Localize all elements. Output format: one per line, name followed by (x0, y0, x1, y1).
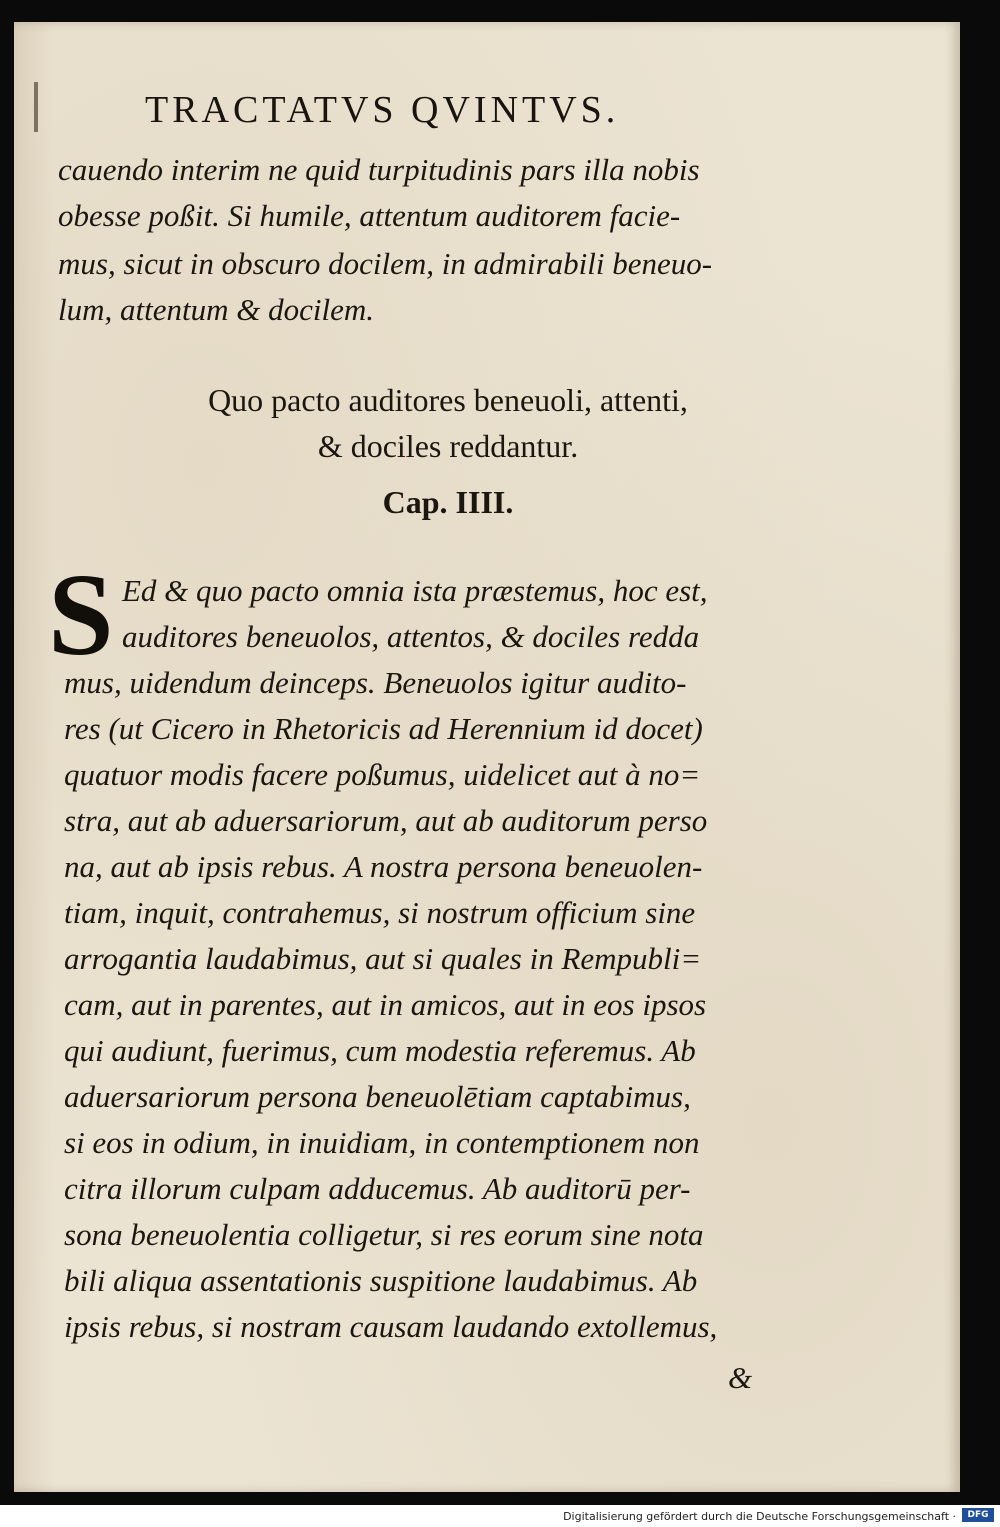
catchword: & (728, 1360, 753, 1395)
paragraph2-line: ipsis rebus, si nostram causam laudando extollemus, (64, 1309, 718, 1344)
paragraph2-line: sona beneuolentia colligetur, si res eorum sine nota (64, 1217, 704, 1252)
paragraph2-line: mus, uidendum deinceps. Beneuolos igitur audito- (64, 665, 687, 700)
funding-notice: Digitalisierung gefördert durch die Deutsche Forschungsgemeinschaft · (563, 1510, 956, 1523)
paragraph2-line: auditores beneuolos, attentos, & dociles redda (122, 619, 700, 654)
paragraph1-line: cauendo interim ne quid turpitudinis pars illa nobis (58, 152, 700, 187)
section-heading-line-2: & dociles reddantur. (317, 428, 579, 464)
paragraph2-line: cam, aut in parentes, aut in amicos, aut in eos ipsos (64, 987, 707, 1022)
binding-edge (34, 82, 38, 132)
paragraph2-line: tiam, inquit, contrahemus, si nostrum officium sine (64, 895, 696, 930)
paragraph2-line: citra illorum culpam adducemus. Ab auditorū per- (64, 1171, 691, 1206)
dfg-logo: DFG (962, 1508, 994, 1522)
paragraph2-line: Ed & quo pacto omnia ista præstemus, hoc est, (122, 573, 708, 608)
paragraph2-line: arrogantia laudabimus, aut si quales in Rempubli= (64, 941, 702, 976)
section-heading-line-1: Quo pacto auditores beneuoli, attenti, (208, 382, 688, 418)
paragraph2-line: res (ut Cicero in Rhetoricis ad Herennium id docet) (64, 711, 703, 746)
paragraph1-line: lum, attentum & docilem. (58, 292, 374, 327)
chapter-number: Cap. IIII. (382, 484, 514, 520)
paragraph2-line: qui audiunt, fuerimus, cum modestia referemus. Ab (64, 1033, 696, 1068)
paragraph2-line: na, aut ab ipsis rebus. A nostra persona beneuolen- (64, 849, 703, 884)
paragraph2-line: si eos in odium, in inuidiam, in contemptionem non (64, 1125, 700, 1160)
paragraph2-line: quatuor modis facere poßumus, uidelicet aut à no= (64, 757, 701, 792)
paragraph2-line: aduersariorum persona beneuolētiam captabimus, (64, 1079, 691, 1114)
paragraph1-line: obesse poßit. Si humile, attentum auditorem facie- (58, 198, 681, 233)
paragraph1-line: mus, sicut in obscuro docilem, in admirabili beneuo- (58, 246, 713, 281)
drop-cap: S (48, 549, 114, 680)
paragraph2-line: bili aliqua assentationis suspitione laudabimus. Ab (64, 1263, 698, 1298)
paragraph2-line: stra, aut ab aduersariorum, aut ab auditorum perso (64, 803, 708, 838)
running-head: TRACTATVS QVINTVS. (145, 89, 620, 131)
